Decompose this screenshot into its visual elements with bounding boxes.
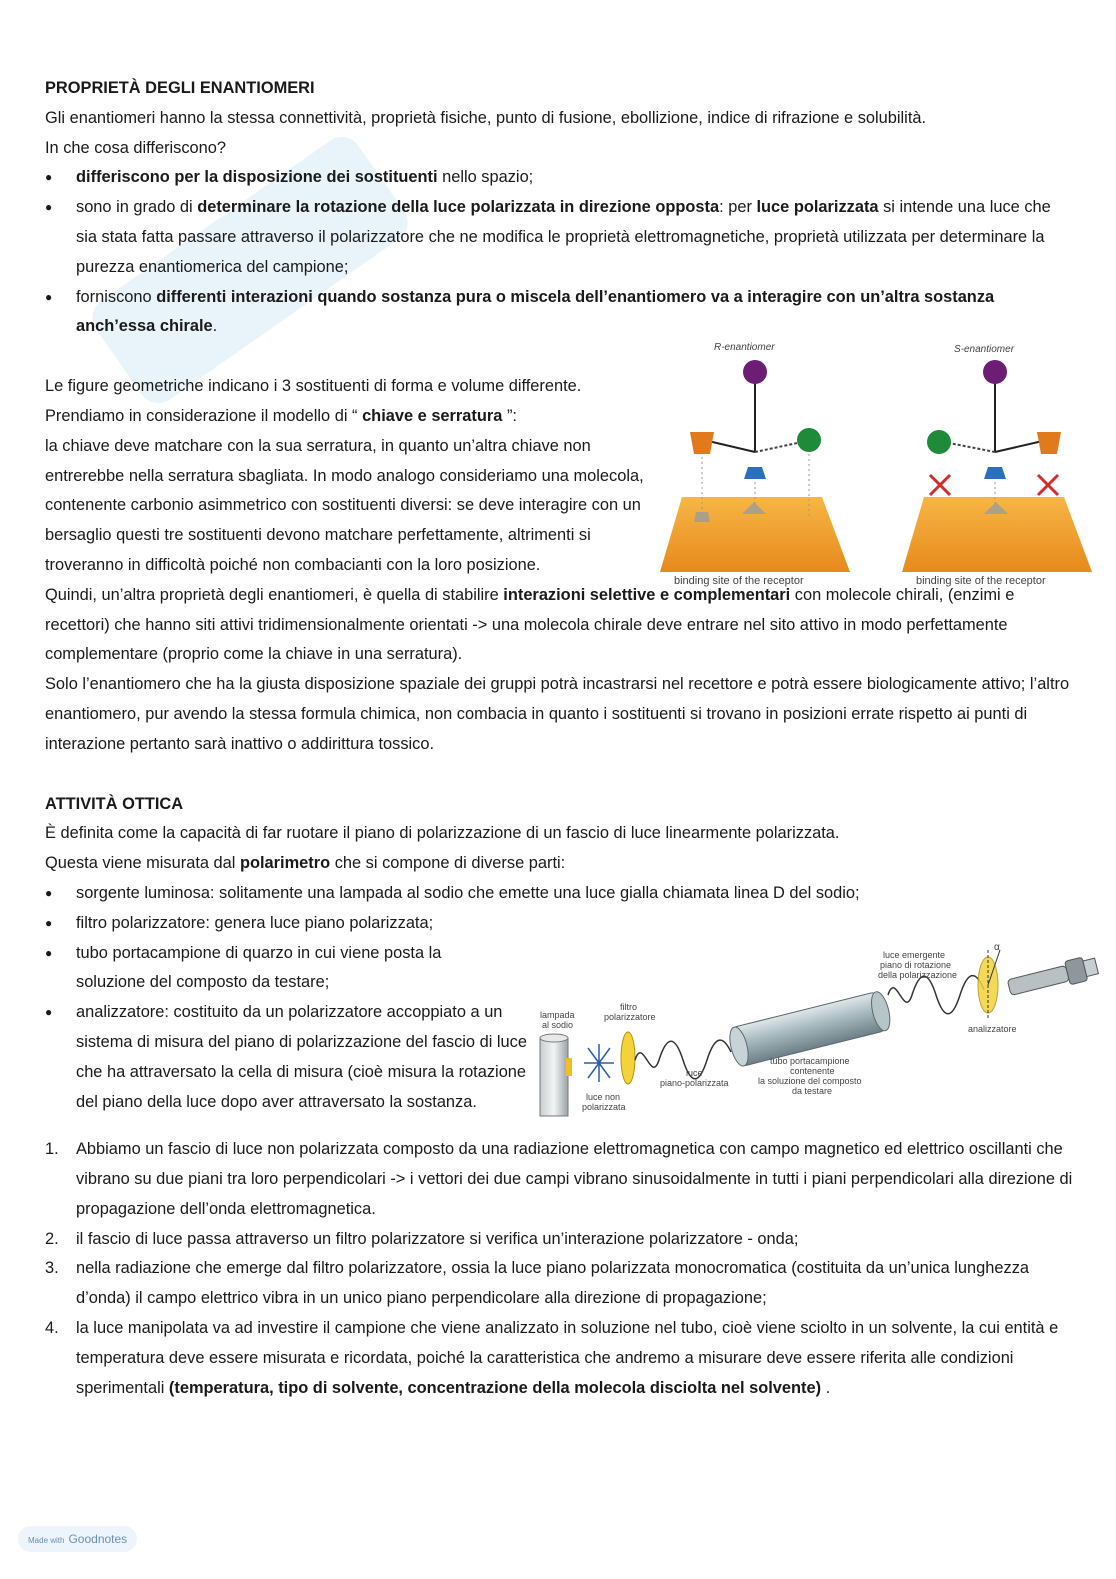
list-item: ● differiscono per la disposizione dei sostituenti nello spazio; (45, 163, 1075, 193)
binding-site-caption-left: binding site of the receptor (674, 575, 804, 587)
list-item: 1. Abbiamo un fascio di luce non polarizzata composto da una radiazione elettromagnetica con campo magnetico ed elettrico oscillanti che vibrano su due piani tra loro perpendicolari -> i vettori dei due campi vibrano sinusoidalmente in tutti i piani perpendicolari alla direzione di propagazione dell’onda elettromagnetica. (45, 1140, 1073, 1218)
properties-list (45, 163, 1075, 342)
s-enantiomer-label: S-enantiomer (954, 344, 1015, 355)
list-item: ● tubo portacampione di quarzo in cui viene posta la soluzione del composto da testare; (45, 939, 476, 999)
selective-interactions-paragraph: Quindi, un’altra proprietà degli enantiomeri, è quella di stabilire interazioni selettive e complementari con molecole chirali, (enzimi e recettori) che hanno siti attivi tridimensionalmente orientati -> una molecola chirale deve entrare nel sito attivo in modo perfettamente complementare (proprio come la chiave in una serratura). (45, 585, 1015, 664)
polarimeter-figure (528, 940, 1106, 1120)
question-line: In che cosa differiscono? (45, 138, 227, 157)
eyepiece (1006, 954, 1099, 999)
section-title-attivita-ottica: ATTIVITÀ OTTICA (45, 794, 184, 813)
enantiomer-activity-paragraph: Solo l’enantiomero che ha la giusta disposizione spaziale dei gruppi potrà incastrarsi nel recettore e potrà essere biologicamente attivo; l’altro enantiomero, pur avendo la stessa formula chimica, non combacia in quanto i sostituenti si trovano in posizioni errate rispetto ai punti di interazione pertanto sarà inattivo o addirittura tossico. (45, 675, 1070, 753)
goodnotes-badge: Made with Goodnotes (18, 1526, 137, 1552)
definition-paragraph: È definita come la capacità di far ruotare il piano di polarizzazione di un fascio di luce linearmente polarizzata. (45, 824, 840, 843)
binding-site-caption-right: binding site of the receptor (916, 575, 1046, 587)
alpha-symbol: α (994, 942, 1000, 953)
list-item: ● analizzatore: costituito da un polarizzatore accoppiato a un sistema di misura del piano di polarizzazione del fascio di luce che ha attraversato la cella di misura (cioè misura la rotazione del piano della luce dopo aver attraversato la sostanza. (45, 998, 546, 1117)
model-paragraph: Prendiamo in considerazione il modello di “ chiave e serratura ”: (45, 406, 517, 425)
purple-sphere-right (983, 360, 1007, 384)
sodium-lamp (540, 1038, 568, 1116)
polarimeter-intro: Questa viene misurata dal polarimetro che si compone di diverse parti: (45, 854, 566, 873)
unpolarized-light-label: luce non polarizzata (582, 1092, 626, 1112)
plane-polarized-label: luce piano-polarizzata (660, 1068, 729, 1088)
list-item: ● filtro polarizzatore: genera luce piano polarizzata; (45, 909, 1075, 939)
list-item: 3. nella radiazione che emerge dal filtro polarizzatore, ossia la luce piano polarizzata monocromatica (costituita da un’unica lunghezza d’onda) il campo elettrico vibra in un unico piano perpendicolare alla direzione di propagazione; (45, 1259, 1030, 1308)
tube-label: tubo portacampione contenente la soluzione del composto da testare (758, 1056, 862, 1096)
key-lock-paragraph: la chiave deve matchare con la sua serratura, in quanto un’altra chiave non entrerebbe nella serratura sbagliata. In modo analogo consideriamo una molecola, contenente carbonio asimmetrico con sostituenti diversi: se deve interagire con un bersaglio questi tre sostituenti devono matchare perfettamente, altrimenti si troveranno in difficoltà poiché non combacianti con la loro posizione. (45, 436, 644, 574)
rotated-wave (888, 976, 984, 1014)
lamp-label: lampada al sodio (540, 1010, 575, 1030)
enantiomer-receptor-figure (652, 332, 1107, 592)
orange-trapezoid-right (1037, 432, 1061, 454)
mismatch-cross-icon (930, 475, 950, 495)
emergent-light-label: luce emergente piano di rotazione della polarizzazione (878, 950, 958, 980)
polarizer-filter (621, 1032, 635, 1084)
list-item: 4. la luce manipolata va ad investire il campione che viene analizzato in soluzione nel tubo, cioè viene sciolto in un solvente, la cui entità e temperatura deve essere misurata e ricordata, poiché la caratteristica che andremo a misurare deve essere riferita alle condizioni sperimentali (temperatura, tipo di solvente, concentrazione della molecola disciolta nel solvente) . (45, 1319, 1059, 1397)
polarized-wave (635, 1040, 731, 1079)
list-item: 2. il fascio di luce passa attraverso un filtro polarizzatore si verifica un’interazione polarizzatore - onda; (45, 1229, 799, 1248)
intro-paragraph: Gli enantiomeri hanno la stessa connettività, proprietà fisiche, punto di fusione, ebollizione, indice di rifrazione e solubilità. (45, 108, 927, 127)
filter-label: filtro polarizzatore (604, 1002, 656, 1022)
document-page (45, 74, 1075, 1403)
green-sphere-right (927, 430, 951, 454)
purple-sphere-left (743, 360, 767, 384)
mismatch-cross-icon (1038, 475, 1058, 495)
figures-paragraph: Le figure geometriche indicano i 3 sostituenti di forma e volume differente. (45, 377, 582, 396)
steps-list (45, 1135, 1075, 1403)
list-item: ● sorgente luminosa: solitamente una lampada al sodio che emette una luce gialla chiamata linea D del sodio; (45, 879, 1075, 909)
orange-trapezoid-left (690, 432, 714, 454)
list-item: ● forniscono differenti interazioni quando sostanza pura o miscela dell’enantiomero va a interagire con un’altra sostanza anch’essa chirale. (45, 283, 1075, 343)
key-lock-text (45, 372, 645, 581)
r-enantiomer-label: R-enantiomer (714, 342, 775, 353)
list-item: ● sono in grado di determinare la rotazione della luce polarizzata in direzione opposta: per luce polarizzata si intende una luce che sia stata fatta passare attraverso il polarizzatore che ne modifica le proprietà elettromagnetiche, proprietà utilizzata per determinare la purezza enantiomerica del campione; (45, 193, 1075, 282)
analyzer-label: analizzatore (968, 1024, 1017, 1034)
section-title-enantiomeri: PROPRIETÀ DEGLI ENANTIOMERI (45, 79, 315, 97)
green-sphere-left (797, 428, 821, 452)
